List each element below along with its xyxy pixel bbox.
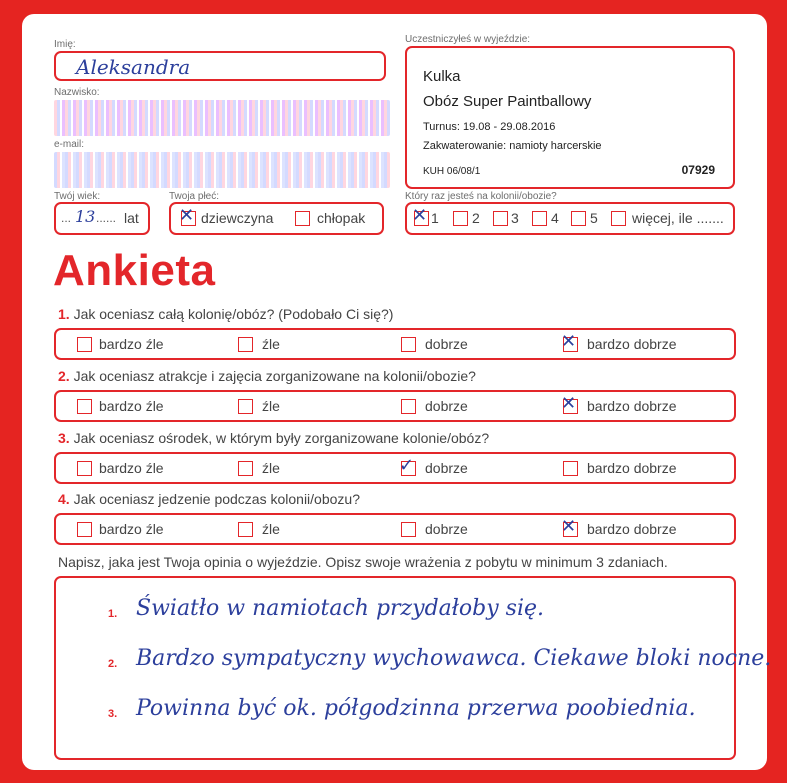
q2-checkbox-dobrze[interactable] xyxy=(401,399,416,414)
check-mark-icon: ✕ xyxy=(561,516,577,537)
question-1-options xyxy=(54,328,736,360)
ticket-name: Kulka xyxy=(423,68,461,85)
participant-label: Uczestniczyłeś w wyjeździe: xyxy=(405,34,531,45)
q3-checkbox-zle[interactable] xyxy=(238,461,253,476)
accommodation-value: namioty harcerskie xyxy=(509,140,602,152)
question-3-options xyxy=(54,452,736,484)
q3-checkbox-bardzo-zle[interactable] xyxy=(77,461,92,476)
check-mark-icon: ✕ xyxy=(412,205,428,226)
q1-option-zle: źle xyxy=(262,336,280,352)
question-2-options xyxy=(54,390,736,422)
ticket-number: 07929 xyxy=(681,163,715,177)
q1-option-dobrze: dobrze xyxy=(425,336,468,352)
q2-option-bardzo-dobrze: bardzo dobrze xyxy=(587,398,677,414)
gender-checkbox-girl[interactable] xyxy=(179,205,196,226)
age-label: Twój wiek: xyxy=(54,191,101,202)
surname-redacted xyxy=(54,100,390,136)
q3-option-bardzo-dobrze: bardzo dobrze xyxy=(587,460,677,476)
ticket-camp: Obóz Super Paintballowy xyxy=(423,93,592,110)
question-4: 4. Jak oceniasz jedzenie podczas kolonii/obozu? xyxy=(58,491,360,507)
q3-option-bardzo-zle: bardzo źle xyxy=(99,460,164,476)
q4-checkbox-bardzo-dobrze[interactable] xyxy=(561,516,578,537)
q4-option-dobrze: dobrze xyxy=(425,521,468,537)
age-value: 13 xyxy=(75,207,96,226)
times-checkbox-1[interactable] xyxy=(412,205,429,226)
turnus-value: 19.08 - 29.08.2016 xyxy=(462,121,556,133)
check-mark-icon: ✓ xyxy=(399,455,415,476)
question-1: 1. Jak oceniasz całą kolonię/obóz? (Podobało Ci się?) xyxy=(58,306,394,322)
ticket-accommodation xyxy=(423,140,602,152)
question-3: 3. Jak oceniasz ośrodek, w którym były zorganizowane kolonie/obóz? xyxy=(58,430,490,446)
ticket-code: KUH 06/08/1 xyxy=(423,166,481,177)
q4-option-bardzo-dobrze: bardzo dobrze xyxy=(587,521,677,537)
gender-checkbox-boy[interactable] xyxy=(295,211,310,226)
check-mark-icon: ✕ xyxy=(561,331,577,352)
email-redacted xyxy=(54,152,390,188)
times-option-more: więcej, ile ....... xyxy=(632,210,724,226)
q3-option-dobrze: dobrze xyxy=(425,460,468,476)
email-label: e-mail: xyxy=(54,139,85,150)
times-field xyxy=(405,202,735,235)
q3-checkbox-bardzo-dobrze[interactable] xyxy=(563,461,578,476)
age-field[interactable] xyxy=(54,202,150,235)
q1-option-bardzo-dobrze: bardzo dobrze xyxy=(587,336,677,352)
times-label: Który raz jesteś na kolonii/obozie? xyxy=(405,191,557,202)
q4-checkbox-zle[interactable] xyxy=(238,522,253,537)
q2-option-dobrze: dobrze xyxy=(425,398,468,414)
name-value: Aleksandra xyxy=(76,55,191,79)
question-2: 2. Jak oceniasz atrakcje i zajęcia zorganizowane na kolonii/obozie? xyxy=(58,368,476,384)
q1-checkbox-bardzo-zle[interactable] xyxy=(77,337,92,352)
opinion-box[interactable] xyxy=(54,576,772,760)
q4-option-bardzo-zle: bardzo źle xyxy=(99,521,164,537)
times-checkbox-2[interactable] xyxy=(453,211,468,226)
q4-checkbox-dobrze[interactable] xyxy=(401,522,416,537)
form-sheet xyxy=(22,14,772,770)
q1-checkbox-dobrze[interactable] xyxy=(401,337,416,352)
q1-checkbox-zle[interactable] xyxy=(238,337,253,352)
accommodation-label: Zakwaterowanie: xyxy=(423,140,507,152)
opinion-prompt: Napisz, jaka jest Twoja opinia o wyjeździe. Opisz swoje wrażenia z pobytu w minimum 3 zdaniach. xyxy=(58,554,668,570)
surname-label: Nazwisko: xyxy=(54,87,100,98)
gender-option-boy: chłopak xyxy=(317,210,366,226)
q4-option-zle: źle xyxy=(262,521,280,537)
check-mark-icon: ✕ xyxy=(561,393,577,414)
times-option-1: 1 xyxy=(431,210,439,226)
question-4-options xyxy=(54,513,736,545)
q3-option-zle: źle xyxy=(262,460,280,476)
camp-ticket xyxy=(405,46,735,189)
q4-checkbox-bardzo-zle[interactable] xyxy=(77,522,92,537)
times-option-2: 2 xyxy=(472,210,480,226)
times-option-5: 5 xyxy=(590,210,598,226)
opinion-line-2: Bardzo sympatyczny wychowawca. Ciekawe bloki nocne. xyxy=(136,646,772,671)
q2-checkbox-bardzo-dobrze[interactable] xyxy=(561,393,578,414)
name-label: Imię: xyxy=(54,39,76,50)
q2-option-bardzo-zle: bardzo źle xyxy=(99,398,164,414)
gender-label: Twoja płeć: xyxy=(169,191,220,202)
name-field[interactable] xyxy=(54,51,386,81)
times-checkbox-more[interactable] xyxy=(611,211,626,226)
age-dots-before: ... xyxy=(61,211,72,225)
opinion-line-1: Światło w namiotach przydałoby się. xyxy=(136,596,544,621)
age-dots-after: ...... xyxy=(96,211,117,225)
check-mark-icon: ✕ xyxy=(179,205,195,226)
opinion-line-3: Powinna być ok. półgodzinna przerwa poobiednia. xyxy=(136,696,696,721)
times-checkbox-5[interactable] xyxy=(571,211,586,226)
q1-option-bardzo-zle: bardzo źle xyxy=(99,336,164,352)
q2-option-zle: źle xyxy=(262,398,280,414)
q3-checkbox-dobrze[interactable] xyxy=(399,455,416,476)
times-checkbox-3[interactable] xyxy=(493,211,508,226)
opinion-line-3-number: 3. xyxy=(108,708,118,720)
age-unit: lat xyxy=(124,210,139,226)
ticket-turnus xyxy=(423,121,555,133)
times-option-3: 3 xyxy=(511,210,519,226)
gender-option-girl: dziewczyna xyxy=(201,210,274,226)
survey-title: Ankieta xyxy=(53,246,216,295)
times-option-4: 4 xyxy=(551,210,559,226)
q1-checkbox-bardzo-dobrze[interactable] xyxy=(561,331,578,352)
opinion-line-2-number: 2. xyxy=(108,658,118,670)
turnus-label: Turnus: xyxy=(423,121,460,133)
q2-checkbox-zle[interactable] xyxy=(238,399,253,414)
q2-checkbox-bardzo-zle[interactable] xyxy=(77,399,92,414)
gender-field xyxy=(169,202,384,235)
times-checkbox-4[interactable] xyxy=(532,211,547,226)
opinion-line-1-number: 1. xyxy=(108,608,118,620)
